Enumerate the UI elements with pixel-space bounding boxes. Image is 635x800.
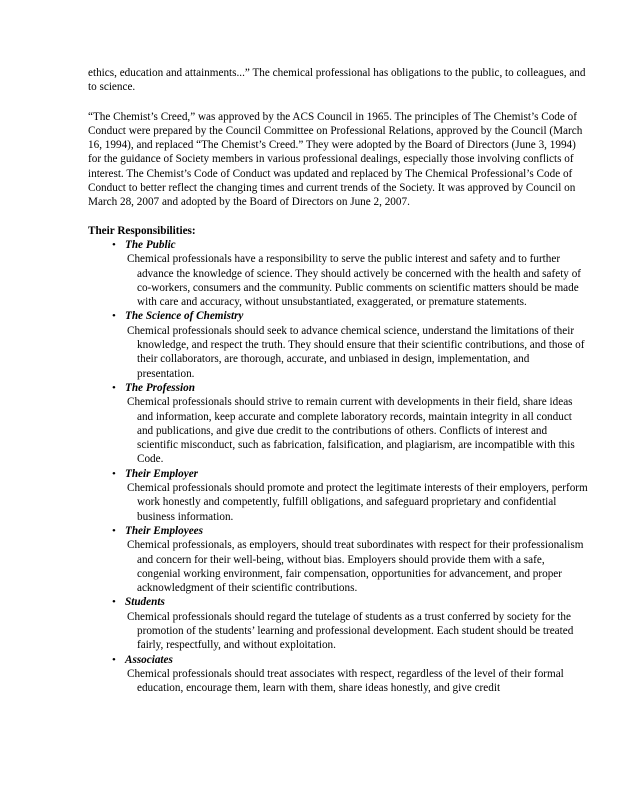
list-item	[88, 524, 588, 595]
item-title: Their Employer	[125, 467, 199, 480]
item-title: The Profession	[125, 381, 195, 394]
history-paragraph: “The Chemist’s Creed,” was approved by the ACS Council in 1965. The principles of The Chemist’s Code of Conduct were prepared by the Council Committee on Professional Relations, approved by the Council (March 16, 1994), and replaced “The Chemist’s Creed.” They were adopted by the Board of Directors (June 3, 1994) for the guidance of Society members in various professional dealings, especially those involving conflicts of interest. The Chemist’s Code of Conduct was updated and replaced by The Chemical Professional’s Code of Conduct to better reflect the changing times and current trends of the Society. It was approved by Council on March 28, 2007 and adopted by the Board of Directors on June 2, 2007.	[88, 110, 583, 209]
item-description: Chemical professionals should treat associates with respect, regardless of the level of their formal education, encourage them, learn with them, share ideas honestly, and give credit	[127, 667, 564, 695]
responsibilities-list	[88, 238, 588, 696]
item-description: Chemical professionals, as employers, should treat subordinates with respect for their professionalism and concern for their well-being, without bias. Employers should provide them with a safe, congenial working environment, fair compensation, opportunities for advancement, and proper acknowledgment of their scientific contributions.	[127, 539, 584, 595]
document-page	[88, 66, 588, 695]
item-description: Chemical professionals should regard the tutelage of students as a trust conferred by society for the promotion of the students’ learning and professional development. Each student should be treated fairly, respectfully, and without exploitation.	[127, 610, 574, 652]
item-description: Chemical professionals should strive to remain current with developments in their field, share ideas and information, keep accurate and complete laboratory records, maintain integrity in all conduct and publications, and give due credit to the contributions of others. Conflicts of interest and scientific misconduct, such as fabrication, falsification, and plagiarism, are incompatible with this Code.	[127, 396, 575, 466]
item-title: Their Employees	[125, 524, 203, 537]
bullet-icon: •	[112, 524, 116, 537]
bullet-icon: •	[112, 467, 116, 480]
item-description: Chemical professionals should seek to advance chemical science, understand the limitations of their knowledge, and respect the truth. They should ensure that their scientific contributions, and those of their collaborators, are thorough, accurate, and unbiased in design, implementation, and presentation.	[127, 324, 585, 380]
item-title: Students	[125, 596, 165, 609]
bullet-icon: •	[112, 310, 116, 323]
intro-fragment: ethics, education and attainments...” The chemical professional has obligations to the public, to colleagues, and to science.	[88, 67, 586, 94]
list-item	[88, 467, 588, 524]
item-title: Associates	[125, 653, 173, 666]
bullet-icon: •	[112, 381, 116, 394]
list-item	[88, 653, 588, 696]
bullet-icon: •	[112, 596, 116, 609]
item-title: The Public	[125, 238, 176, 251]
bullet-icon: •	[112, 238, 116, 251]
bullet-icon: •	[112, 653, 116, 666]
responsibilities-heading: Their Responsibilities:	[88, 224, 196, 237]
item-title: The Science of Chemistry	[125, 310, 244, 323]
item-description: Chemical professionals have a responsibility to serve the public interest and safety and to further advance the knowledge of science. They should actively be concerned with the health and safety of co-workers, consumers and the community. Public comments on scientific matters should be made with care and accuracy, without unsubstantiated, exaggerated, or premature statements.	[127, 253, 582, 309]
item-description: Chemical professionals should promote and protect the legitimate interests of their employers, perform work honestly and competently, fulfill obligations, and safeguard proprietary and confidential business information.	[127, 482, 588, 523]
list-item	[88, 309, 588, 380]
list-item	[88, 595, 588, 652]
list-item	[88, 238, 588, 309]
list-item	[88, 381, 588, 467]
